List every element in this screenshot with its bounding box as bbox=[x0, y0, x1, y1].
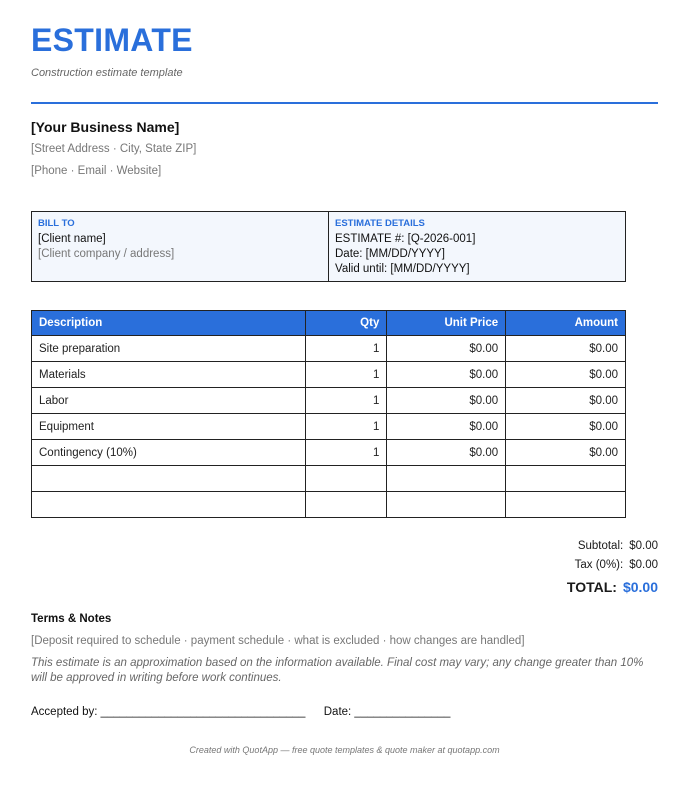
document-title: ESTIMATE bbox=[31, 22, 193, 58]
cell-qty bbox=[306, 492, 387, 518]
cell-qty: 1 bbox=[306, 336, 387, 362]
tax-label: Tax (0%): bbox=[574, 559, 624, 571]
bill-to-heading: BILL TO bbox=[38, 218, 75, 229]
estimate-number: ESTIMATE #: [Q-2026-001] bbox=[335, 233, 476, 245]
table-row bbox=[32, 388, 626, 414]
cell-amount: $0.00 bbox=[506, 440, 626, 466]
table-row bbox=[32, 492, 626, 518]
cell-amount: $0.00 bbox=[506, 414, 626, 440]
column-header-qty: Qty bbox=[306, 311, 387, 336]
cell-description bbox=[32, 466, 306, 492]
tax-value: $0.00 bbox=[629, 559, 658, 571]
total-row bbox=[31, 579, 658, 595]
subtotal-label: Subtotal: bbox=[577, 540, 624, 552]
cell-description: Equipment bbox=[32, 414, 306, 440]
footer-credit: Created with QuotApp — free quote templates & quote maker at quotapp.com bbox=[189, 745, 500, 755]
subtotal-row bbox=[31, 540, 658, 552]
table-header-row bbox=[32, 311, 626, 336]
cell-unit-price: $0.00 bbox=[387, 440, 506, 466]
terms-note: This estimate is an approximation based on the information available. Final cost may vary; any change greater than 10% will be approved in writing before work continues. bbox=[31, 657, 644, 684]
cell-unit-price: $0.00 bbox=[387, 362, 506, 388]
cell-description bbox=[32, 492, 306, 518]
cell-amount bbox=[506, 466, 626, 492]
cell-amount: $0.00 bbox=[506, 362, 626, 388]
table-row bbox=[32, 466, 626, 492]
tax-row bbox=[31, 559, 658, 571]
cell-unit-price bbox=[387, 492, 506, 518]
client-company: [Client company / address] bbox=[38, 248, 175, 260]
cell-qty: 1 bbox=[306, 362, 387, 388]
cell-qty bbox=[306, 466, 387, 492]
column-header-unit-price: Unit Price bbox=[387, 311, 506, 336]
accepted-by-field: Accepted by: ________________________________ bbox=[31, 706, 306, 718]
table-row bbox=[32, 362, 626, 388]
table-row bbox=[32, 414, 626, 440]
estimate-details-heading: ESTIMATE DETAILS bbox=[335, 218, 425, 229]
table-row bbox=[32, 440, 626, 466]
cell-description: Labor bbox=[32, 388, 306, 414]
signature-date-field: Date: _______________ bbox=[323, 706, 451, 718]
cell-description: Contingency (10%) bbox=[32, 440, 306, 466]
cell-description: Materials bbox=[32, 362, 306, 388]
estimate-date: Date: [MM/DD/YYYY] bbox=[335, 248, 445, 260]
cell-unit-price bbox=[387, 466, 506, 492]
cell-qty: 1 bbox=[306, 440, 387, 466]
cell-amount bbox=[506, 492, 626, 518]
terms-placeholder: [Deposit required to schedule · payment schedule · what is excluded · how changes are handled] bbox=[31, 635, 525, 647]
cell-amount: $0.00 bbox=[506, 388, 626, 414]
business-contact: [Phone · Email · Website] bbox=[31, 165, 162, 177]
total-label: TOTAL: bbox=[566, 579, 617, 595]
header-divider bbox=[31, 102, 658, 104]
cell-unit-price: $0.00 bbox=[387, 336, 506, 362]
client-name: [Client name] bbox=[38, 233, 106, 245]
column-header-amount: Amount bbox=[506, 311, 626, 336]
table-row bbox=[32, 336, 626, 362]
line-items-table bbox=[31, 310, 626, 518]
cell-qty: 1 bbox=[306, 414, 387, 440]
cell-description: Site preparation bbox=[32, 336, 306, 362]
column-header-description: Description bbox=[32, 311, 306, 336]
signature-line bbox=[31, 706, 450, 718]
business-address: [Street Address · City, State ZIP] bbox=[31, 143, 197, 155]
estimate-valid-until: Valid until: [MM/DD/YYYY] bbox=[335, 263, 470, 275]
cell-amount: $0.00 bbox=[506, 336, 626, 362]
cell-unit-price: $0.00 bbox=[387, 388, 506, 414]
info-box bbox=[31, 211, 626, 282]
cell-unit-price: $0.00 bbox=[387, 414, 506, 440]
estimate-details-section bbox=[329, 212, 625, 281]
bill-to-section bbox=[32, 212, 329, 281]
subtotal-value: $0.00 bbox=[629, 540, 658, 552]
total-value: $0.00 bbox=[622, 579, 658, 595]
cell-qty: 1 bbox=[306, 388, 387, 414]
terms-title: Terms & Notes bbox=[31, 613, 112, 625]
business-name: [Your Business Name] bbox=[31, 119, 180, 135]
document-subtitle: Construction estimate template bbox=[31, 67, 183, 79]
